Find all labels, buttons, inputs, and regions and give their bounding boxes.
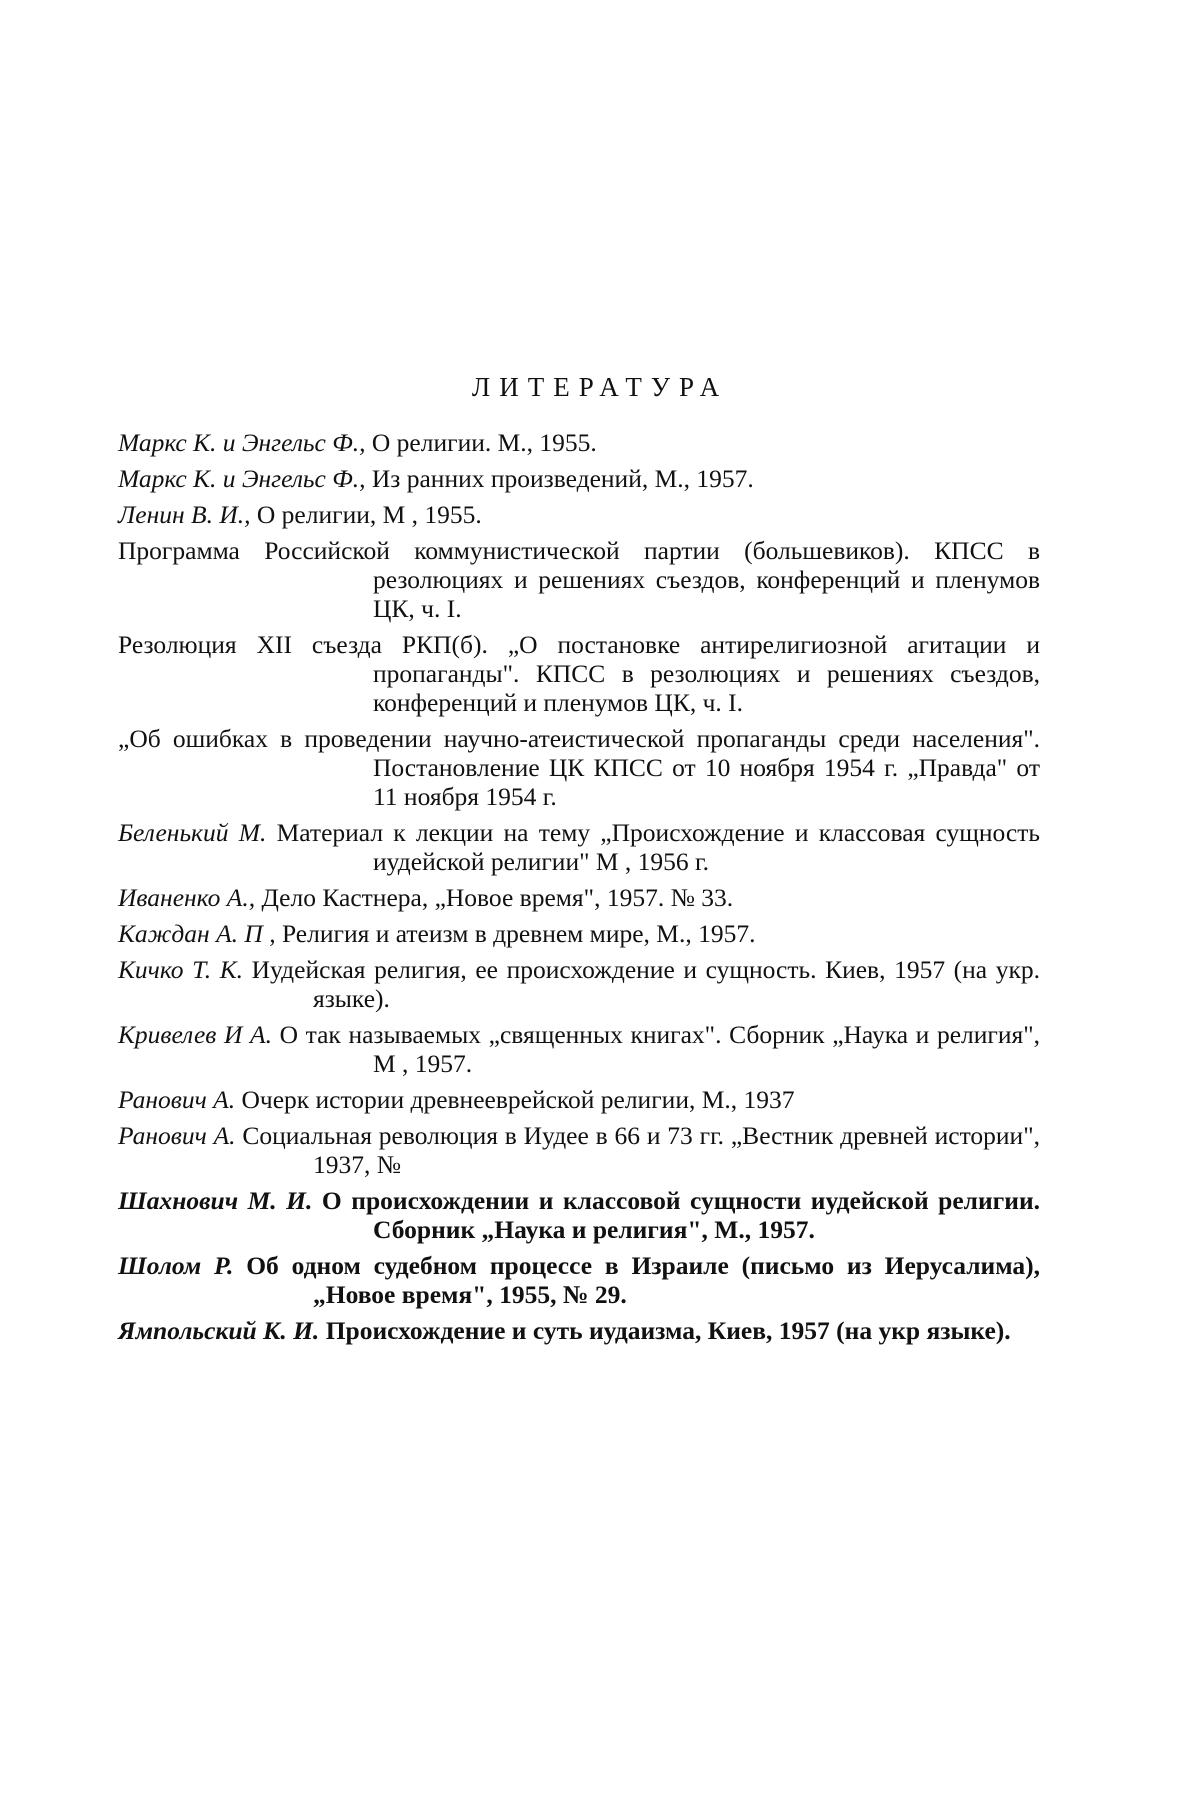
entry-text: О религии. М., 1955. [371,428,597,457]
bibliography-entry [118,818,1040,876]
entry-text: Из ранних произведений, М., 1957. [371,464,754,493]
entry-text: Социальная революция в Иудее в 66 и 73 гг. „Вестник древней истории", 1937, № [242,1121,1040,1179]
entry-author: Ленин В. И., [118,500,251,529]
entry-author: Шахнович М. И. [118,1186,313,1215]
entry-author: Шолом Р. [118,1251,234,1280]
entry-text: Резолюция XII съезда РКП(б). „О постановке антирелигиозной агитации и пропаганды". КПСС в резолюциях и решениях съездов, конференций и пленумов ЦК, ч. I. [118,630,1040,717]
bibliography-entry [118,500,1040,529]
entry-text: Иудейская религия, ее происхождение и сущность. Киев, 1957 (на укр. языке). [251,955,1040,1013]
entry-text: Материал к лекции на тему „Происхождение и классовая сущность иудейской религии" М , 1956 г. [276,818,1041,876]
bibliography-entry [118,464,1040,493]
entry-text: О происхождении и классовой сущности иудейской религии. Сборник „Наука и религия", М., 1957. [321,1186,1041,1244]
entry-author: Ямпольский К. И. [118,1316,320,1345]
entry-text: Религия и атеизм в древнем мире, М., 1957. [281,919,756,948]
bibliography-entry [118,883,1040,912]
entry-author: Иваненко А., [118,883,256,912]
entry-author: Каждан А. П , [118,919,276,948]
bibliography-heading: ЛИТЕРАТУРА [471,372,729,402]
entry-author: Кривелев И А. [118,1020,272,1049]
entry-author: Беленький М. [118,818,267,847]
bibliography-entry [118,1251,1040,1309]
bibliography-entry [118,1186,1040,1244]
bibliography-entry [118,1121,1040,1179]
entry-author: Ранович А. [118,1085,236,1114]
entry-text: О так называемых „священных книгах". Сборник „Наука и религия", М , 1957. [279,1020,1040,1078]
entry-text: О религии, М , 1955. [256,500,482,529]
entry-text: Очерк истории древнееврейской религии, М., 1937 [241,1085,795,1114]
bibliography-entry [118,1085,1040,1114]
entry-author: Кичко Т. К. [118,955,244,984]
entry-text: Программа Российской коммунистической партии (большевиков). КПСС в резолюциях и решениях съездов, конференций и пленумов ЦК, ч. I. [118,536,1040,623]
bibliography-entry [118,724,1040,811]
bibliography-entry [118,955,1040,1013]
bibliography-entry [118,1316,1040,1345]
bibliography-entry [118,630,1040,717]
entry-author: Ранович А. [118,1121,236,1150]
bibliography-entry [118,428,1040,457]
entry-author: Маркс К. и Энгельс Ф., [118,428,366,457]
entry-text: Дело Кастнера, „Новое время", 1957. № 33. [261,883,734,912]
entry-text: Об одном судебном процессе в Израиле (письмо из Иерусалима), „Новое время", 1955, № 29. [246,1251,1041,1309]
entry-text: Происхождение и суть иудаизма, Киев, 1957 (на укр языке). [325,1316,1011,1345]
bibliography-entry [118,919,1040,948]
entry-author: Маркс К. и Энгельс Ф., [118,464,366,493]
bibliography-list [118,428,1040,1352]
bibliography-entry [118,1020,1040,1078]
entry-text: „Об ошибках в проведении научно-атеистической пропаганды среди населения". Постановление ЦК КПСС от 10 ноября 1954 г. „Правда" от 11 ноября 1954 г. [118,724,1040,811]
bibliography-entry [118,536,1040,623]
